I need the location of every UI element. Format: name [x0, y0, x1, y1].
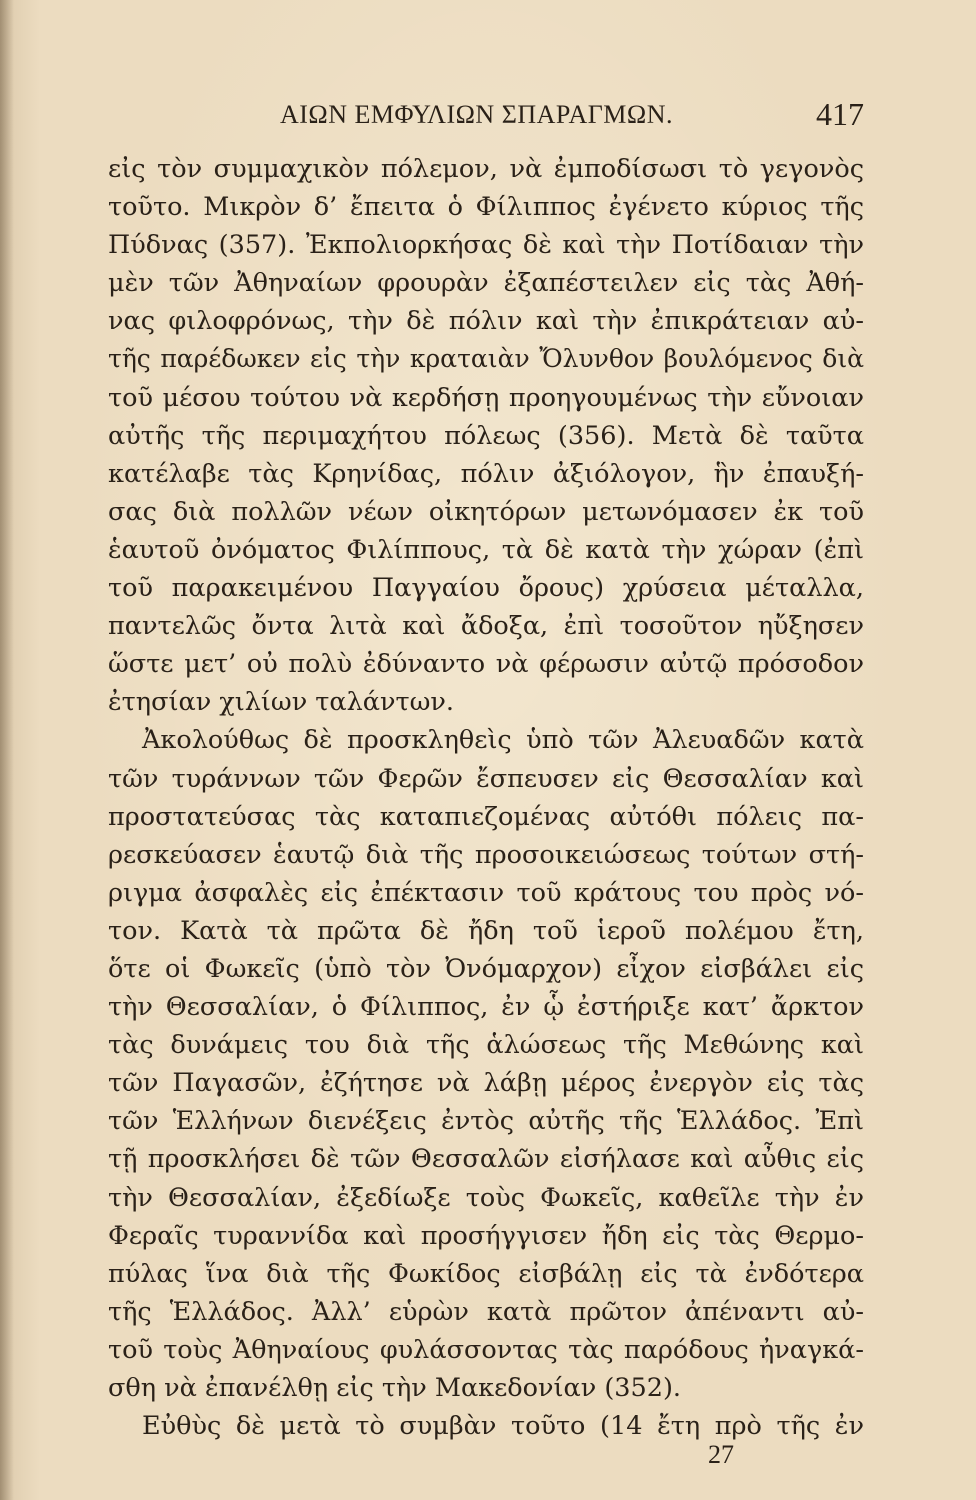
text-line: σας διὰ πολλῶν νέων οἰκητόρων μετωνόμασεν ἐκ τοῦ [108, 496, 864, 527]
text-line: μὲν τῶν Ἀθηναίων φρουρὰν ἐξαπέστειλεν εἰς τὰς Ἀθή- [108, 268, 864, 299]
text-line: τὴν Θεσσαλίαν, ὁ Φίλιππος, ἐν ᾧ ἐστήριξε κατ’ ἄρκτον [108, 992, 864, 1023]
text-line: τῶν Παγασῶν, ἐζήτησε νὰ λάβῃ μέρος ἐνεργὸν εἰς τὰς [108, 1068, 864, 1099]
text-line: πύλας ἵνα διὰ τῆς Φωκίδος εἰσβάλῃ εἰς τὰ ἐνδότερα [108, 1258, 864, 1289]
page-number: 417 [816, 96, 864, 132]
text-line: νας φιλοφρόνως, τὴν δὲ πόλιν καὶ τὴν ἐπικράτειαν αὐ- [108, 306, 864, 337]
text-line: Εὐθὺς δὲ μετὰ τὸ συμβὰν τοῦτο (14 ἔτη πρὸ τῆς ἐν [142, 1411, 864, 1442]
text-line: τῆς Ἑλλάδος. Ἀλλ’ εὑρὼν κατὰ πρῶτον ἀπέναντι αὐ- [108, 1296, 864, 1327]
text-line: παντελῶς ὄντα λιτὰ καὶ ἄδοξα, ἐπὶ τοσοῦτον ηὔξησεν [108, 611, 864, 642]
signature-mark: 27 [708, 1440, 734, 1469]
text-line: ὥστε μετ’ οὐ πολὺ ἐδύναντο νὰ φέρωσιν αὐτῷ πρόσοδον [108, 649, 864, 680]
text-line: Πύδνας (357). Ἐκπολιορκήσας δὲ καὶ τὴν Ποτίδαιαν τὴν [108, 230, 864, 261]
text-line: τον. Κατὰ τὰ πρῶτα δὲ ἤδη τοῦ ἱεροῦ πολέμου ἔτη, [108, 915, 864, 946]
text-line: τοῦτο. Μικρὸν δ’ ἔπειτα ὁ Φίλιππος ἐγένετο κύριος τῆς [108, 192, 864, 223]
text-line: σθη νὰ ἐπανέλθῃ εἰς τὴν Μακεδονίαν (352). [108, 1373, 682, 1403]
text-line: τῶν Ἑλλήνων διενέξεις ἐντὸς αὐτῆς τῆς Ἑλλάδος. Ἐπὶ [108, 1106, 864, 1137]
text-line: ἐτησίαν χιλίων ταλάντων. [108, 687, 455, 718]
text-line: αὐτῆς τῆς περιμαχήτου πόλεως (356). Μετὰ δὲ ταῦτα [108, 420, 864, 451]
text-line: προστατεύσας τὰς καταπιεζομένας αὐτόθι πόλεις πα- [108, 801, 864, 832]
text-line: τὰς δυνάμεις του διὰ τῆς ἁλώσεως τῆς Μεθώνης καὶ [108, 1030, 864, 1061]
text-line: τὴν Θεσσαλίαν, ἐξεδίωξε τοὺς Φωκεῖς, καθεῖλε τὴν ἐν [108, 1182, 864, 1213]
text-line: τῇ προσκλήσει δὲ τῶν Θεσσαλῶν εἰσήλασε καὶ αὖθις εἰς [108, 1144, 864, 1175]
text-line: τοῦ τοὺς Ἀθηναίους φυλάσσοντας τὰς παρόδους ἠναγκά- [108, 1334, 864, 1365]
text-line: ριγμα ἀσφαλὲς εἰς ἐπέκτασιν τοῦ κράτους του πρὸς νό- [108, 877, 864, 908]
text-line: τοῦ παρακειμένου Παγγαίου ὄρους) χρύσεια μέταλλα, [108, 573, 864, 604]
text-line: ἑαυτοῦ ὀνόματος Φιλίππους, τὰ δὲ κατὰ τὴν χώραν (ἐπὶ [108, 534, 864, 565]
page-binding-shadow [0, 0, 14, 1500]
text-line: τοῦ μέσου τούτου νὰ κερδήσῃ προηγουμένως τὴν εὔνοιαν [108, 382, 864, 413]
text-line: κατέλαβε τὰς Κρηνίδας, πόλιν ἀξιόλογον, ἣν ἐπαυξή- [108, 458, 864, 489]
text-line: Ἀκολούθως δὲ προσκληθεὶς ὑπὸ τῶν Ἀλευαδῶν κατὰ [142, 725, 864, 756]
text-line: εἰς τὸν συμμαχικὸν πόλεμον, νὰ ἐμποδίσωσι τὸ γεγονὸς [108, 154, 864, 184]
body-text [108, 150, 864, 1445]
text-line: ρεσκεύασεν ἑαυτῷ διὰ τῆς προσοικειώσεως τούτων στή- [108, 839, 864, 870]
text-line: Φεραῖς τυραννίδα καὶ προσήγγισεν ἤδη εἰς τὰς Θερμο- [108, 1220, 864, 1251]
page-header [108, 96, 864, 140]
text-line: τῶν τυράννων τῶν Φερῶν ἔσπευσεν εἰς Θεσσαλίαν καὶ [108, 763, 864, 794]
running-title: ΑΙΩΝ ΕΜΦΥΛΙΩΝ ΣΠΑΡΑΓΜΩΝ. [280, 100, 674, 129]
text-line: ὅτε οἱ Φωκεῖς (ὑπὸ τὸν Ὀνόμαρχον) εἶχον εἰσβάλει εἰς [108, 953, 864, 984]
text-line: τῆς παρέδωκεν εἰς τὴν κραταιὰν Ὄλυνθον βουλόμενος διὰ [108, 344, 864, 374]
